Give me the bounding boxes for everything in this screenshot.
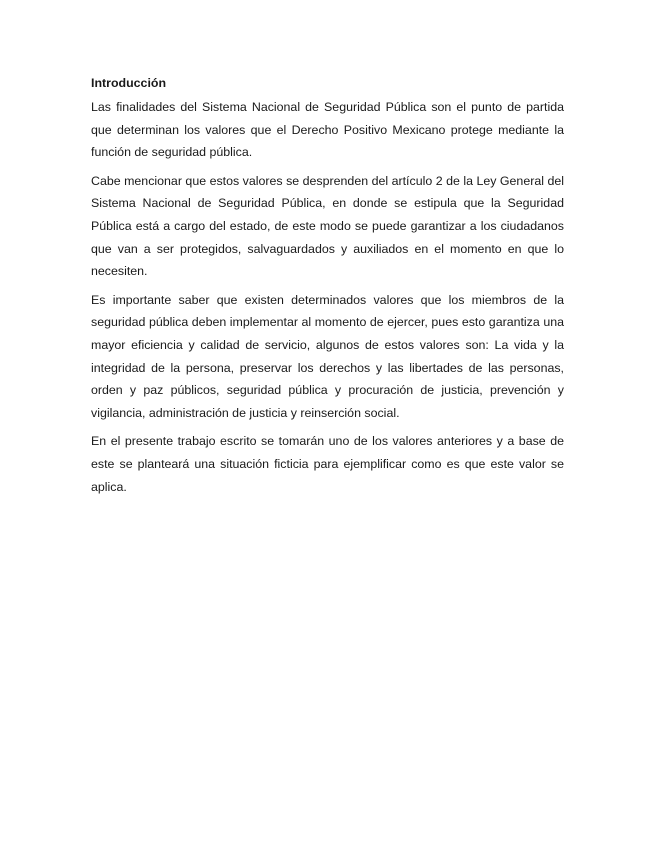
paragraph: Las finalidades del Sistema Nacional de Seguridad Pública son el punto de partida que determinan los valores que el Derecho Positivo Mexicano protege mediante la función de seguridad pública. — [91, 100, 564, 160]
paragraph: En el presente trabajo escrito se tomarán uno de los valores anteriores y a base de este se planteará una situación ficticia para ejemplificar como es que este valor se aplica. — [91, 434, 564, 494]
paragraph: Cabe mencionar que estos valores se desprenden del artículo 2 de la Ley General del Sistema Nacional de Seguridad Pública, en donde se estipula que la Seguridad Pública está a cargo del estado, de este modo se puede garantizar a los ciudadanos que van a ser protegidos, salvaguardados y auxiliados en el momento en que lo necesiten. — [91, 173, 564, 279]
paragraph: Es importante saber que existen determinados valores que los miembros de la seguridad pública deben implementar al momento de ejercer, pues esto garantiza una mayor eficiencia y calidad de servicio, algunos de estos valores son: La vida y la integridad de la persona, preservar los derechos y las libertades de las personas, orden y paz públicos, seguridad pública y procuración de justicia, prevención y vigilancia, administración de justicia y reinserción social. — [91, 292, 564, 420]
document-body — [91, 74, 564, 504]
section-heading: Introducción — [91, 76, 167, 90]
